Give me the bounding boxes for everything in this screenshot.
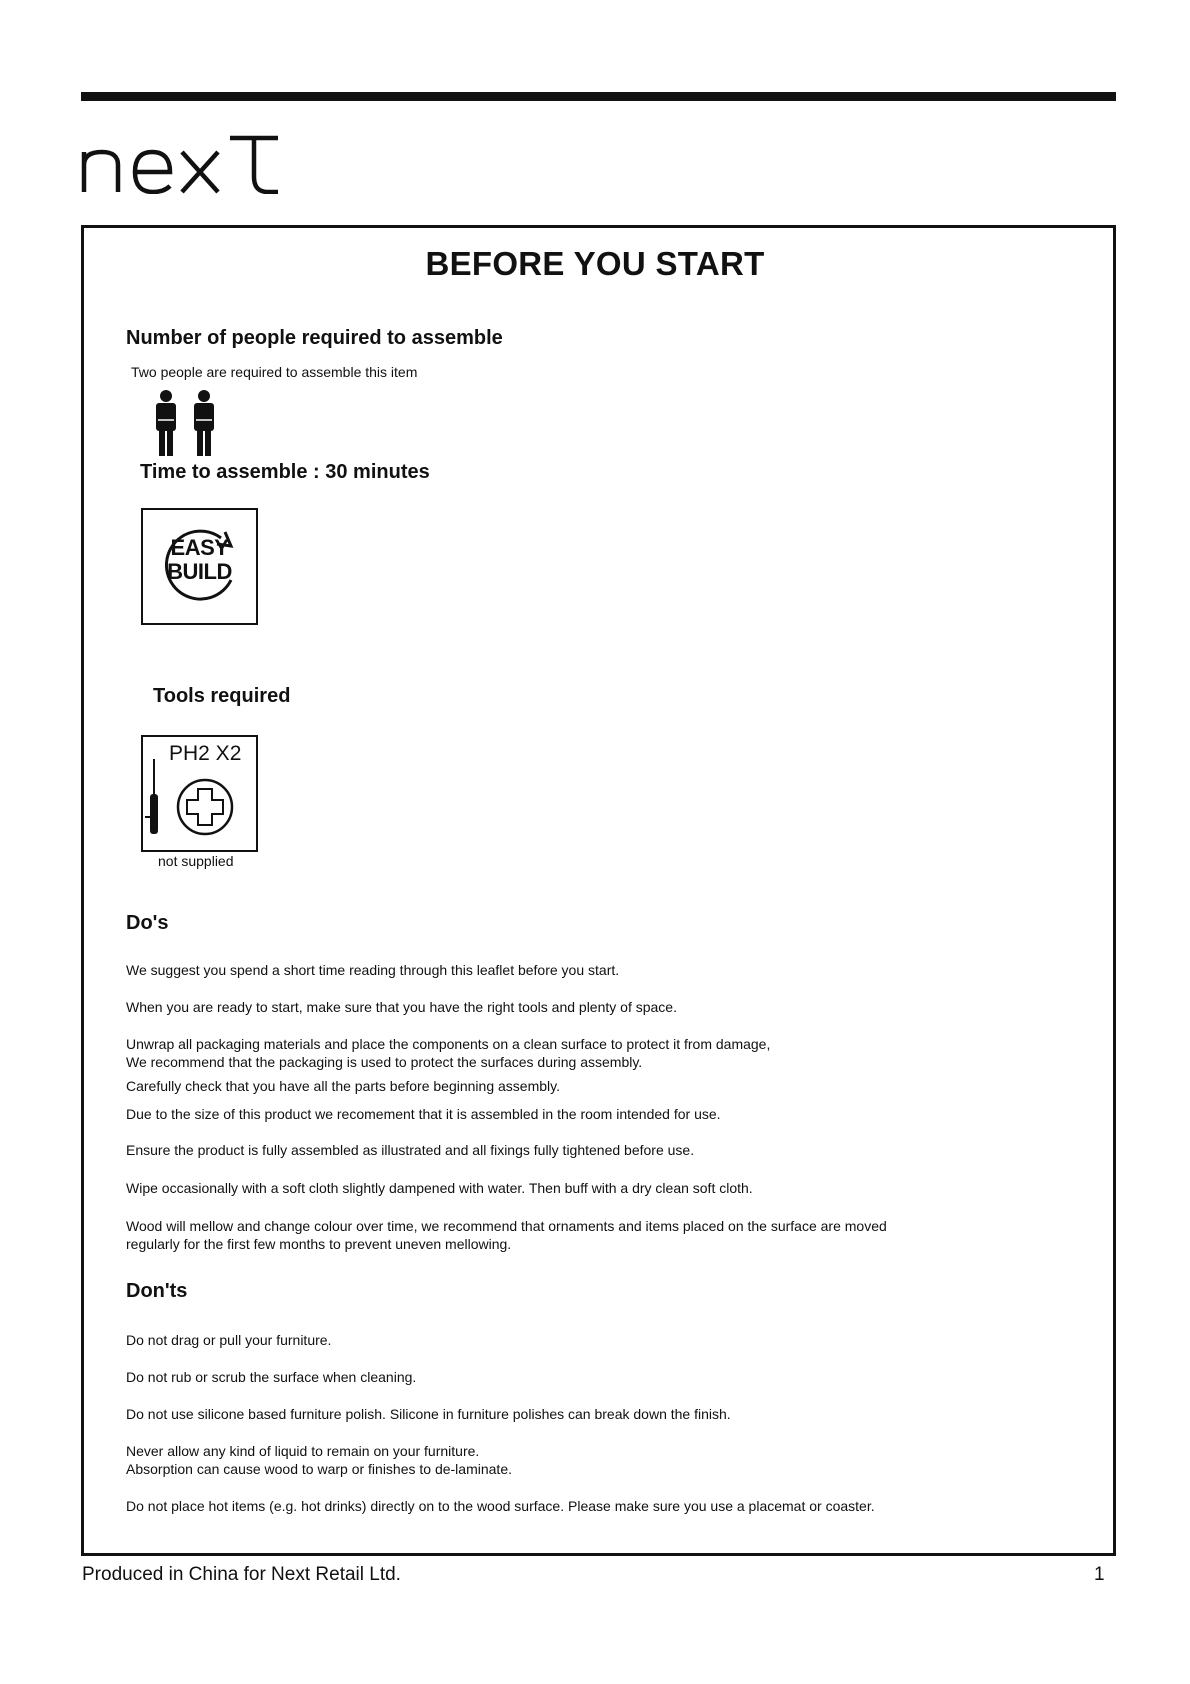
easy-build-line2: BUILD <box>167 559 232 584</box>
list-item: Carefully check that you have all the parts before beginning assembly. <box>126 1078 560 1094</box>
screw-head-icon <box>143 737 256 850</box>
list-item: We recommend that the packaging is used to protect the surfaces during assembly. <box>126 1054 643 1070</box>
list-item: Do not rub or scrub the surface when cleaning. <box>126 1369 417 1385</box>
easy-build-icon <box>141 508 258 625</box>
phillips-screwdriver-icon <box>141 735 258 852</box>
list-item: When you are ready to start, make sure that you have the right tools and plenty of space. <box>126 999 677 1015</box>
tools-heading: Tools required <box>153 685 291 707</box>
footer-produced: Produced in China for Next Retail Ltd. <box>82 1564 401 1585</box>
people-text: Two people are required to assemble this item <box>131 364 418 380</box>
two-people-icon <box>152 390 224 456</box>
tools-note: not supplied <box>158 853 234 869</box>
list-item: Wipe occasionally with a soft cloth slightly dampened with water. Then buff with a dry clean soft cloth. <box>126 1180 753 1196</box>
list-item: regularly for the first few months to prevent uneven mellowing. <box>126 1236 512 1252</box>
list-item: Due to the size of this product we recomement that it is assembled in the room intended for use. <box>126 1106 721 1122</box>
time-heading: Time to assemble : 30 minutes <box>140 461 430 483</box>
content-frame <box>81 225 1116 1556</box>
tool-label: PH2 X2 <box>169 742 242 765</box>
list-item: Ensure the product is fully assembled as illustrated and all fixings fully tightened before use. <box>126 1142 695 1158</box>
list-item: We suggest you spend a short time reading through this leaflet before you start. <box>126 962 620 978</box>
easy-build-line1: EASY <box>170 535 229 560</box>
donts-heading: Don'ts <box>126 1280 188 1302</box>
page-title: BEFORE YOU START <box>425 245 765 282</box>
next-logo <box>80 132 280 194</box>
list-item: Do not place hot items (e.g. hot drinks) directly on to the wood surface. Please make sure you use a placemat or coaster. <box>126 1498 875 1514</box>
dos-heading: Do's <box>126 912 169 934</box>
list-item: Do not use silicone based furniture polish. Silicone in furniture polishes can break down the finish. <box>126 1406 731 1422</box>
top-rule <box>81 92 1116 101</box>
list-item: Unwrap all packaging materials and place the components on a clean surface to protect it from damage, <box>126 1036 771 1052</box>
people-heading: Number of people required to assemble <box>126 327 503 349</box>
page-number: 1 <box>1094 1564 1105 1585</box>
list-item: Never allow any kind of liquid to remain on your furniture. <box>126 1443 480 1459</box>
list-item: Do not drag or pull your furniture. <box>126 1332 332 1348</box>
list-item: Wood will mellow and change colour over time, we recommend that ornaments and items placed on the surface are moved <box>126 1218 887 1234</box>
list-item: Absorption can cause wood to warp or finishes to de-laminate. <box>126 1461 512 1477</box>
